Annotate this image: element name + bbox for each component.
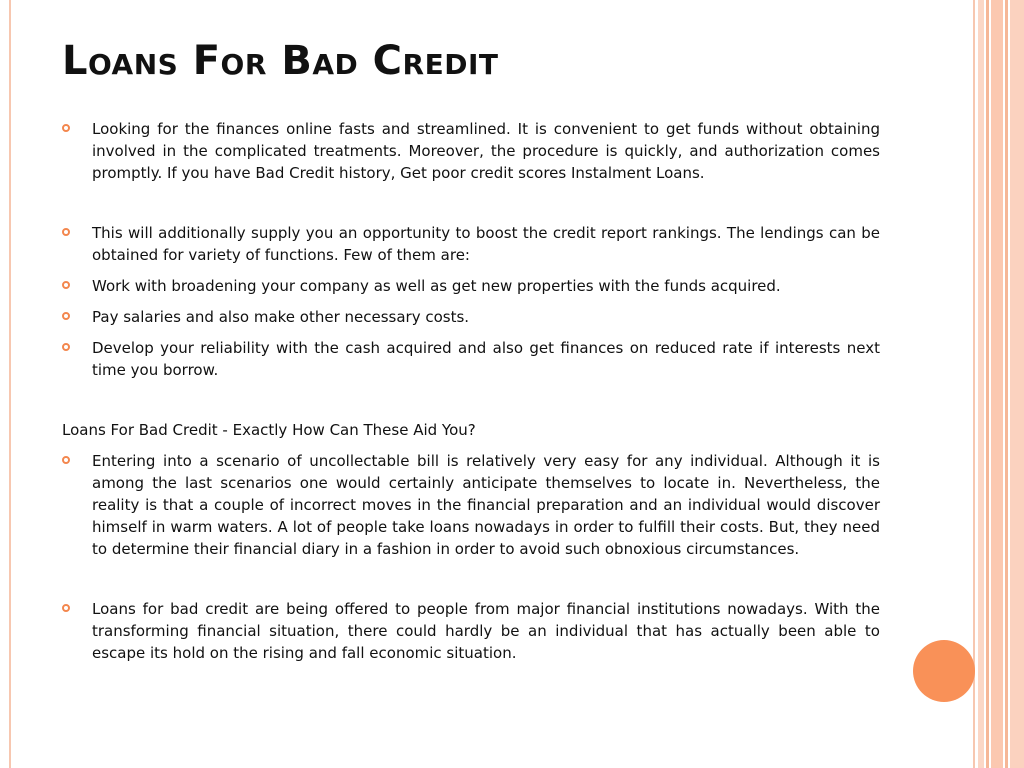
bullet-text: Entering into a scenario of uncollectable bill is relatively very easy for any individual. Although it is among the last scenarios one would certainly anticipate themselves to locate in. Nevertheless, the reality is that a couple of incorrect moves in the financial preparation and an individual would discover himself in warm waters. A lot of people take loans nowadays in order to fulfill their costs. But, they need to determine their financial diary in a fashion in order to avoid such obnoxious circumstances. [92,452,880,558]
bullet-item [62,222,880,266]
bullet-text: Pay salaries and also make other necessary costs. [92,308,470,326]
orange-circle-decoration [913,640,975,702]
bullet-text: Work with broadening your company as well as get new properties with the funds acquired. [92,277,781,295]
decorative-stripe [1005,0,1008,768]
hollow-circle-bullet-icon [62,604,70,612]
bullet-item [62,598,880,664]
hollow-circle-bullet-icon [62,456,70,464]
decorative-stripe [986,0,989,768]
hollow-circle-bullet-icon [62,124,70,132]
hollow-circle-bullet-icon [62,312,70,320]
bullet-item [62,337,880,381]
section-subheading: Loans For Bad Credit - Exactly How Can These Aid You? [62,421,476,439]
bullet-text: Develop your reliability with the cash acquired and also get finances on reduced rate if interests next time you borrow. [92,339,880,379]
decorative-stripe [978,0,984,768]
hollow-circle-bullet-icon [62,343,70,351]
bullet-text: Loans for bad credit are being offered to people from major financial institutions nowadays. With the transforming financial situation, there could hardly be an individual that has actually been able to escape its hold on the rising and fall economic situation. [92,600,880,662]
hollow-circle-bullet-icon [62,281,70,289]
bullet-item [62,118,880,184]
hollow-circle-bullet-icon [62,228,70,236]
bullet-item [62,450,880,560]
slide-title: Loans For Bad Credit [62,38,499,84]
slide-content [62,118,880,664]
bullet-text: Looking for the finances online fasts and streamlined. It is convenient to get funds without obtaining involved in the complicated treatments. Moreover, the procedure is quickly, and authorization comes promptly. If you have Bad Credit history, Get poor credit scores Instalment Loans. [92,120,880,182]
decorative-stripe [991,0,1003,768]
bullet-text: This will additionally supply you an opportunity to boost the credit report rankings. The lendings can be obtained for variety of functions. Few of them are: [92,224,880,264]
decorative-stripe [1010,0,1024,768]
bullet-item [62,306,880,328]
bullet-item [62,275,880,297]
